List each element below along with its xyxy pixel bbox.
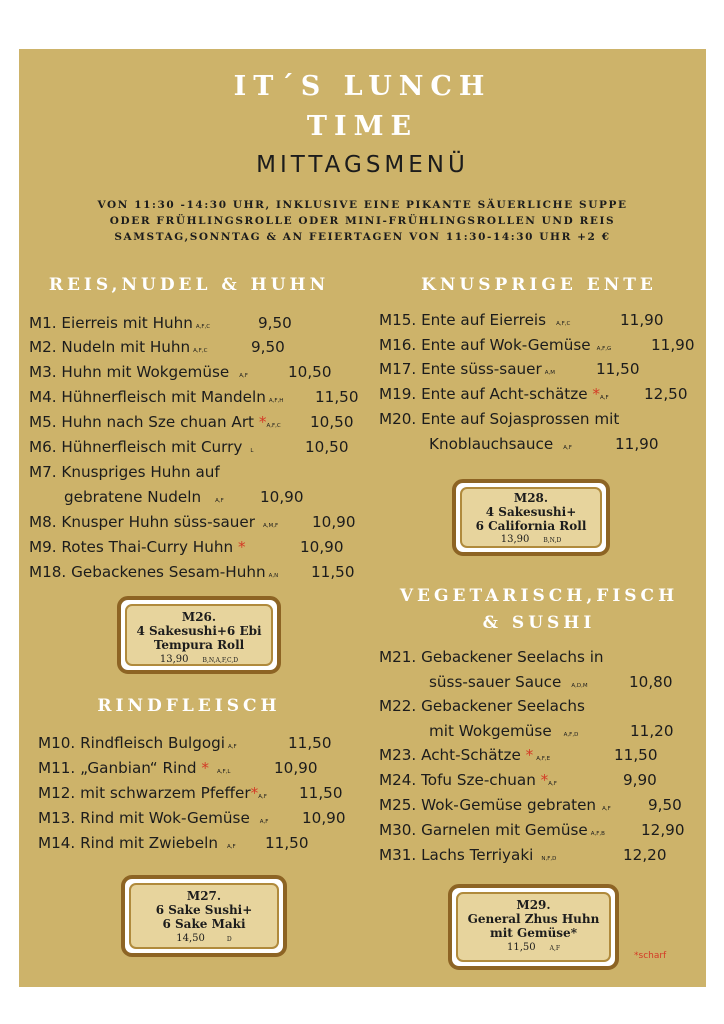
combo-line: 6 California Roll [475,519,587,533]
item-name: M22. Gebackener Seelachs [379,697,585,715]
allergen-code: A,F [548,781,557,787]
spicy-star: * [525,746,534,764]
item-name: gebratene Nudeln [64,488,202,506]
item-name: M5. Huhn nach Sze chuan Art [29,413,255,431]
price-m21: 10,80 [629,673,673,691]
allergen-code: A,F [215,498,224,504]
menu-item-m7-line2 [64,488,224,506]
item-name: M17. Ente süss-sauer [379,360,542,378]
allergen-code: A,F,B [590,831,605,837]
item-name: M2. Nudeln mit Huhn [29,338,191,356]
title-line2: TIME [306,111,419,142]
price-m1: 9,50 [258,314,292,332]
item-name: M1. Eierreis mit Huhn [29,314,193,332]
menu-item-m18 [29,563,278,581]
allergen-code: A,F,L [216,769,231,775]
menu-item-m20-line2 [429,435,572,453]
combo-line: 4 Sakesushi+ [485,505,577,519]
menu-item-m9 [29,538,246,556]
allergen-code: B,N,A,F,C,D [202,657,239,664]
combo-number: M27. [186,889,222,903]
item-name: M25. Wok-Gemüse gebraten [379,796,597,814]
menu-item-m19 [379,385,609,403]
price-m31: 12,20 [623,846,667,864]
menu-item-m23 [379,746,550,764]
section-title-line: & SUSHI [482,613,596,633]
section-title-line: VEGETARISCH,FISCH [399,586,679,606]
price-m17: 11,50 [596,360,640,378]
price-m14: 11,50 [265,834,309,852]
allergen-code: A,M [544,370,555,376]
price-m4: 11,50 [315,388,359,406]
spicy-star: * [258,413,267,431]
price-m2: 9,50 [251,338,285,356]
price-m22: 11,20 [630,722,674,740]
price-m15: 11,90 [620,311,664,329]
item-name: M6. Hühnerfleisch mit Curry [29,438,243,456]
allergen-code: A,F,G [596,346,612,352]
menu-item-m5 [29,413,281,431]
allergen-code: A,F,C [195,324,211,330]
spicy-star: * [592,385,600,403]
menu-subtitle: MITTAGSMENÜ [256,152,469,178]
price-m30: 12,90 [641,821,685,839]
combo-price: 13,90 [159,654,189,665]
price-m18: 11,50 [311,563,355,581]
item-name: süss-sauer Sauce [429,673,562,691]
combo-line [458,926,609,940]
price-m12: 11,50 [299,784,343,802]
combo-line-text: mit Gemüse [490,926,571,940]
combo-inner [456,892,611,962]
allergen-code: B,N,D [543,537,562,544]
price-m6: 10,50 [305,438,349,456]
allergen-code: A,F,H [268,398,284,404]
combo-price-row [131,933,277,944]
spicy-footnote: *scharf [634,951,667,961]
combo-m28 [452,479,610,556]
combo-line: 4 Sakesushi+6 Ebi [136,624,262,638]
item-name: M8. Knusper Huhn süss-sauer [29,513,256,531]
menu-item-m12 [38,784,267,802]
allergen-code: A,F [228,744,237,750]
price-m7: 10,90 [260,488,304,506]
allergen-code: A,F [258,794,267,800]
allergen-code: A,F,E [536,756,551,762]
menu-item-m10 [38,734,237,752]
allergen-code: N,F,D [541,856,557,862]
item-name: Knoblauchsauce [429,435,554,453]
item-name: M11. „Ganbian“ Rind [38,759,197,777]
item-name: M3. Huhn mit Wokgemüse [29,363,230,381]
item-name: M19. Ente auf Acht-schätze [379,385,588,403]
menu-item-m1 [29,314,210,332]
combo-number: M28. [513,491,549,505]
combo-price-row [462,534,600,545]
allergen-code: A,M,F [263,523,279,529]
menu-item-m24 [379,771,557,789]
allergen-code: L [250,448,254,454]
allergen-code: D [226,936,232,943]
combo-line: 6 Sake Maki [162,917,246,931]
item-name: M9. Rotes Thai-Curry Huhn [29,538,234,556]
item-name: M23. Acht-Schätze [379,746,521,764]
price-m20: 11,90 [615,435,659,453]
intro-line-3: SAMSTAG,SONNTAG & AN FEIERTAGEN VON 11:30-14:30 UHR +2 € [114,231,611,243]
menu-item-m21 [379,648,604,666]
menu-item-m25 [379,796,611,814]
allergen-code: A,F [599,395,609,401]
combo-text [462,491,600,533]
item-name: mit Wokgemüse [429,722,552,740]
spicy-star: * [570,926,577,940]
menu-item-m3 [29,363,248,381]
combo-text [127,610,271,652]
price-m9: 10,90 [300,538,344,556]
combo-inner [125,604,273,666]
section-title-veg [379,583,699,637]
spicy-star: * [250,784,259,802]
title-line1: IT´S LUNCH [233,71,492,102]
menu-item-m17 [379,360,555,378]
allergen-code: A,F [226,844,236,850]
section-title-reis: REIS,NUDEL & HUHN [48,275,330,295]
price-m19: 12,50 [644,385,688,403]
item-name: M21. Gebackener Seelachs in [379,648,604,666]
price-m10: 11,50 [288,734,332,752]
combo-line: Tempura Roll [153,638,245,652]
price-m24: 9,90 [623,771,657,789]
menu-item-m22 [379,697,585,715]
allergen-code: A,F,C [556,321,571,327]
allergen-code: A,F [602,806,611,812]
menu-item-m4 [29,388,283,406]
combo-text [458,898,609,940]
price-m11: 10,90 [274,759,318,777]
item-name: M12. mit schwarzem Pfeffer [38,784,251,802]
allergen-code: A,F,C [266,423,281,429]
allergen-code: A,D,M [571,683,588,689]
allergen-code: A,F [259,819,269,825]
menu-item-m11 [38,759,230,777]
combo-price: 11,50 [506,942,536,953]
allergen-code: A,F [563,445,572,451]
combo-price-row [127,654,271,665]
item-name: M4. Hühnerfleisch mit Mandeln [29,388,266,406]
allergen-code: A,F,D [563,732,579,738]
allergen-code: A,F [549,945,561,952]
price-m16: 11,90 [651,336,695,354]
combo-inner [129,883,279,949]
menu-item-m8 [29,513,278,531]
item-name: M7. Knuspriges Huhn auf [29,463,220,481]
allergen-code: A,N [268,573,279,579]
menu-item-m20 [379,410,619,428]
combo-line: 6 Sake Sushi+ [155,903,253,917]
combo-price: 14,50 [176,933,205,944]
item-name: M20. Ente auf Sojasprossen mit [379,410,620,428]
price-m23: 11,50 [614,746,658,764]
menu-item-m2 [29,338,207,356]
menu-item-m13 [38,809,268,827]
allergen-code: A,F [239,373,248,379]
menu-item-m16 [379,336,611,354]
item-name: M15. Ente auf Eierreis [379,311,547,329]
spicy-star: * [540,771,549,789]
price-m3: 10,50 [288,363,332,381]
section-title-rind: RINDFLEISCH [97,696,281,716]
combo-m29 [448,884,619,970]
combo-line: General Zhus Huhn [467,912,600,926]
combo-price: 13,90 [500,534,530,545]
spicy-star: * [237,538,246,556]
menu-item-m14 [38,834,236,852]
item-name: M14. Rind mit Zwiebeln [38,834,218,852]
combo-inner [460,487,602,548]
intro-line-2: ODER FRÜHLINGSROLLE ODER MINI-FRÜHLINGSROLLEN UND REIS [109,215,616,227]
item-name: M10. Rindfleisch Bulgogi [38,734,226,752]
item-name: M13. Rind mit Wok-Gemüse [38,809,250,827]
item-name: M16. Ente auf Wok-Gemüse [379,336,591,354]
section-title-ente: KNUSPRIGE ENTE [421,275,657,295]
price-m13: 10,90 [302,809,346,827]
menu-item-m7 [29,463,220,481]
menu-item-m31 [379,846,556,864]
combo-number: M26. [181,610,217,624]
menu-item-m21-line2 [429,673,588,691]
allergen-code: A,F,C [193,348,208,354]
price-m5: 10,50 [310,413,354,431]
item-name: M30. Garnelen mit Gemüse [379,821,588,839]
combo-m27 [121,875,287,957]
item-name: M18. Gebackenes Sesam-Huhn [29,563,266,581]
menu-card [19,49,706,987]
item-name: M24. Tofu Sze-chuan [379,771,536,789]
menu-item-m6 [29,438,253,456]
item-name: M31. Lachs Terriyaki [379,846,534,864]
combo-m26 [117,596,281,674]
menu-item-m30 [379,821,605,839]
combo-text [131,889,277,931]
menu-item-m15 [379,311,570,329]
price-m8: 10,90 [312,513,356,531]
spicy-star: * [201,759,209,777]
intro-line-1: VON 11:30 -14:30 UHR, INKLUSIVE EINE PIKANTE SÄUERLICHE SUPPE [97,199,628,211]
combo-number: M29. [516,898,551,912]
combo-price-row [458,942,609,953]
price-m25: 9,50 [648,796,682,814]
menu-item-m22-line2 [429,722,578,740]
